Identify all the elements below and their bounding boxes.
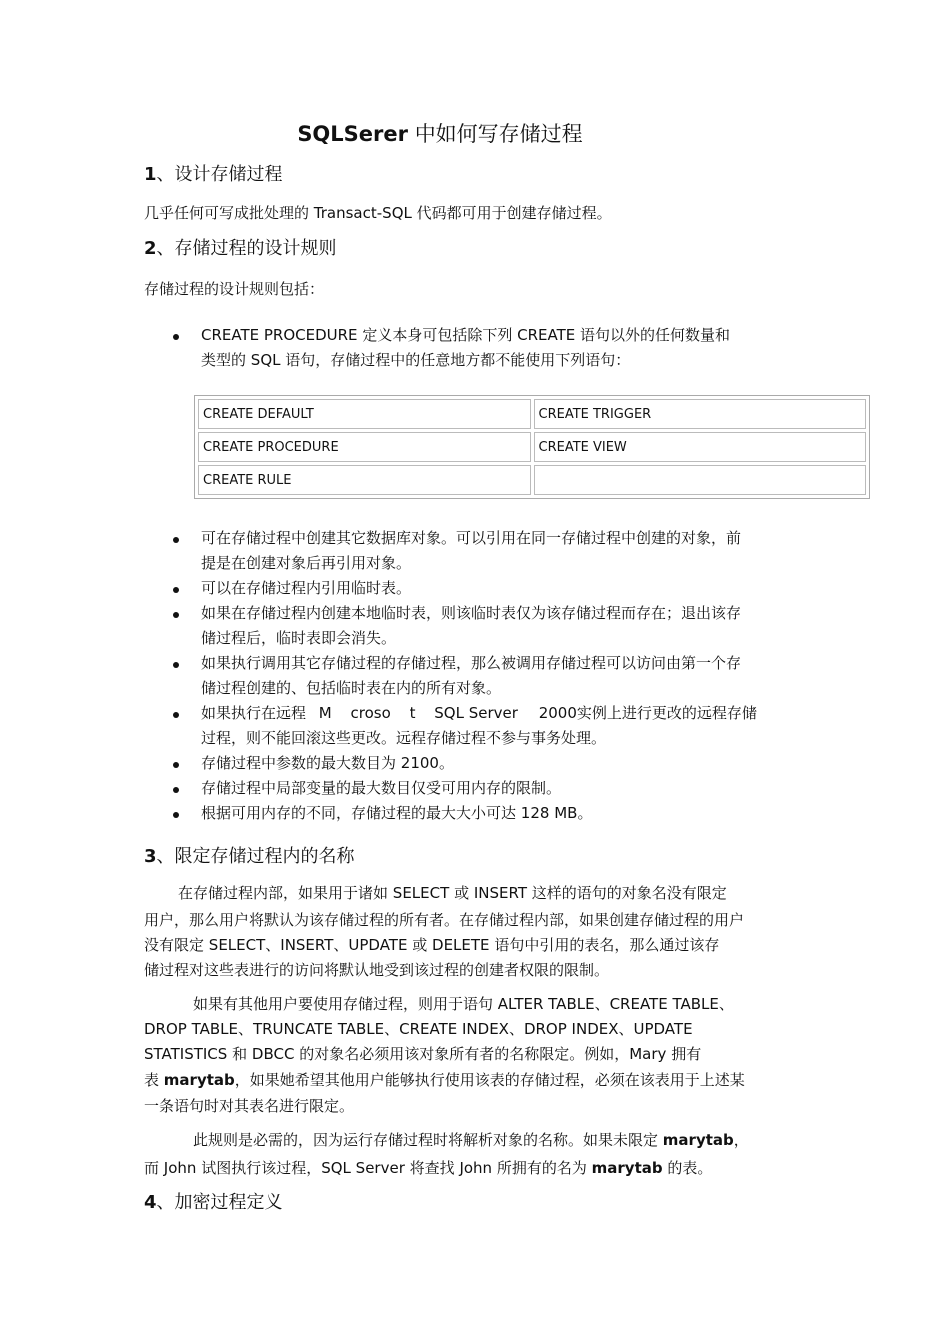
page-title (0, 118, 880, 148)
section-2-intro: 存储过程的设计规则包括： (144, 280, 325, 298)
bullet-1-line-2: 类型的 SQL 语句，存储过程中的任意地方都不能使用下列语句： (201, 351, 631, 369)
table-row (198, 432, 866, 462)
s3-p2-line-4: 表 marytab，如果她希望其他用户能够执行使用该表的存储过程，必须在该表用于上述某 (144, 1071, 745, 1089)
bullet-4-line-2: 储过程后，临时表即会消失。 (201, 629, 397, 647)
s3-p1-line-2: 用户，那么用户将默认为该存储过程的所有者。在存储过程内部，如果创建存储过程的用户 (144, 911, 745, 929)
title-latin: SQLSerer (297, 122, 408, 146)
s3-p2-line-1: 如果有其他用户要使用存储过程，则用于语句 ALTER TABLE、CREATE TABLE、 (193, 995, 734, 1013)
s3-p3-line-2: 而 John 试图执行该过程，SQL Server 将查找 John 所拥有的名为 marytab 的表。 (144, 1159, 713, 1177)
table-row (198, 399, 866, 429)
bullet-5-line-2: 储过程创建的、包括临时表在内的所有对象。 (201, 679, 502, 697)
section-heading-3: 3、限定存储过程内的名称 (144, 846, 355, 867)
bullet-dot (173, 612, 179, 618)
table-cell: CREATE VIEW (534, 432, 867, 462)
table-cell: CREATE TRIGGER (534, 399, 867, 429)
bullet-3: 可以在存储过程内引用临时表。 (201, 579, 412, 597)
bullet-8: 存储过程中局部变量的最大数目仅受可用内存的限制。 (201, 779, 562, 797)
bullet-dot (173, 812, 179, 818)
section-heading-1: 1、设计存储过程 (144, 164, 283, 185)
bullet-7: 存储过程中参数的最大数目为 2100。 (201, 754, 454, 772)
bullet-2-line-2: 提是在创建对象后再引用对象。 (201, 554, 412, 572)
section-1-text: 几乎任何可写成批处理的 Transact-SQL 代码都可用于创建存储过程。 (144, 204, 612, 222)
bullet-dot (173, 587, 179, 593)
s3-p1-line-4: 储过程对这些表进行的访问将默认地受到该过程的创建者权限的限制。 (144, 961, 610, 979)
s3-p2-line-3: STATISTICS 和 DBCC 的对象名必须用该对象所有者的名称限定。例如，Mary 拥有 (144, 1045, 702, 1063)
table-cell: CREATE DEFAULT (198, 399, 531, 429)
bullet-dot (173, 787, 179, 793)
bullet-dot (173, 537, 179, 543)
table-cell: CREATE PROCEDURE (198, 432, 531, 462)
bullet-5-line-1: 如果执行调用其它存储过程的存储过程，那么被调用存储过程可以访问由第一个存 (201, 654, 742, 672)
bullet-1-line-1: CREATE PROCEDURE 定义本身可包括除下列 CREATE 语句以外的任何数量和 (201, 326, 731, 344)
s3-p2-line-2: DROP TABLE、TRUNCATE TABLE、CREATE INDEX、DROP INDEX、UPDATE (144, 1020, 693, 1038)
bullet-2-line-1: 可在存储过程中创建其它数据库对象。可以引用在同一存储过程中创建的对象，前 (201, 529, 742, 547)
table-cell (534, 465, 867, 495)
section-heading-4: 4、加密过程定义 (144, 1192, 283, 1213)
bullet-dot (173, 712, 179, 718)
title-cn: 中如何写存储过程 (414, 122, 583, 146)
s3-p1-line-3: 没有限定 SELECT、INSERT、UPDATE 或 DELETE 语句中引用的表名，那么通过该存 (144, 936, 720, 954)
s3-p1-line-1: 在存储过程内部，如果用于诸如 SELECT 或 INSERT 这样的语句的对象名没有限定 (178, 884, 727, 902)
section-heading-2: 2、存储过程的设计规则 (144, 238, 337, 259)
table-row (198, 465, 866, 495)
forbidden-statements-table (194, 395, 870, 499)
bullet-dot (173, 662, 179, 668)
bullet-6-line-1: 如果执行在远程 M croso t SQL Server 2000实例上进行更改的远程存储 (201, 704, 757, 722)
table-cell: CREATE RULE (198, 465, 531, 495)
s3-p3-line-1: 此规则是必需的，因为运行存储过程时将解析对象的名称。如果未限定 marytab， (193, 1131, 749, 1149)
bullet-dot (173, 762, 179, 768)
bullet-9: 根据可用内存的不同，存储过程的最大大小可达 128 MB。 (201, 804, 593, 822)
bullet-dot (173, 334, 179, 340)
bullet-6-line-2: 过程，则不能回滚这些更改。远程存储过程不参与事务处理。 (201, 729, 607, 747)
bullet-4-line-1: 如果在存储过程内创建本地临时表，则该临时表仅为该存储过程而存在；退出该存 (201, 604, 742, 622)
s3-p2-line-5: 一条语句时对其表名进行限定。 (144, 1097, 355, 1115)
